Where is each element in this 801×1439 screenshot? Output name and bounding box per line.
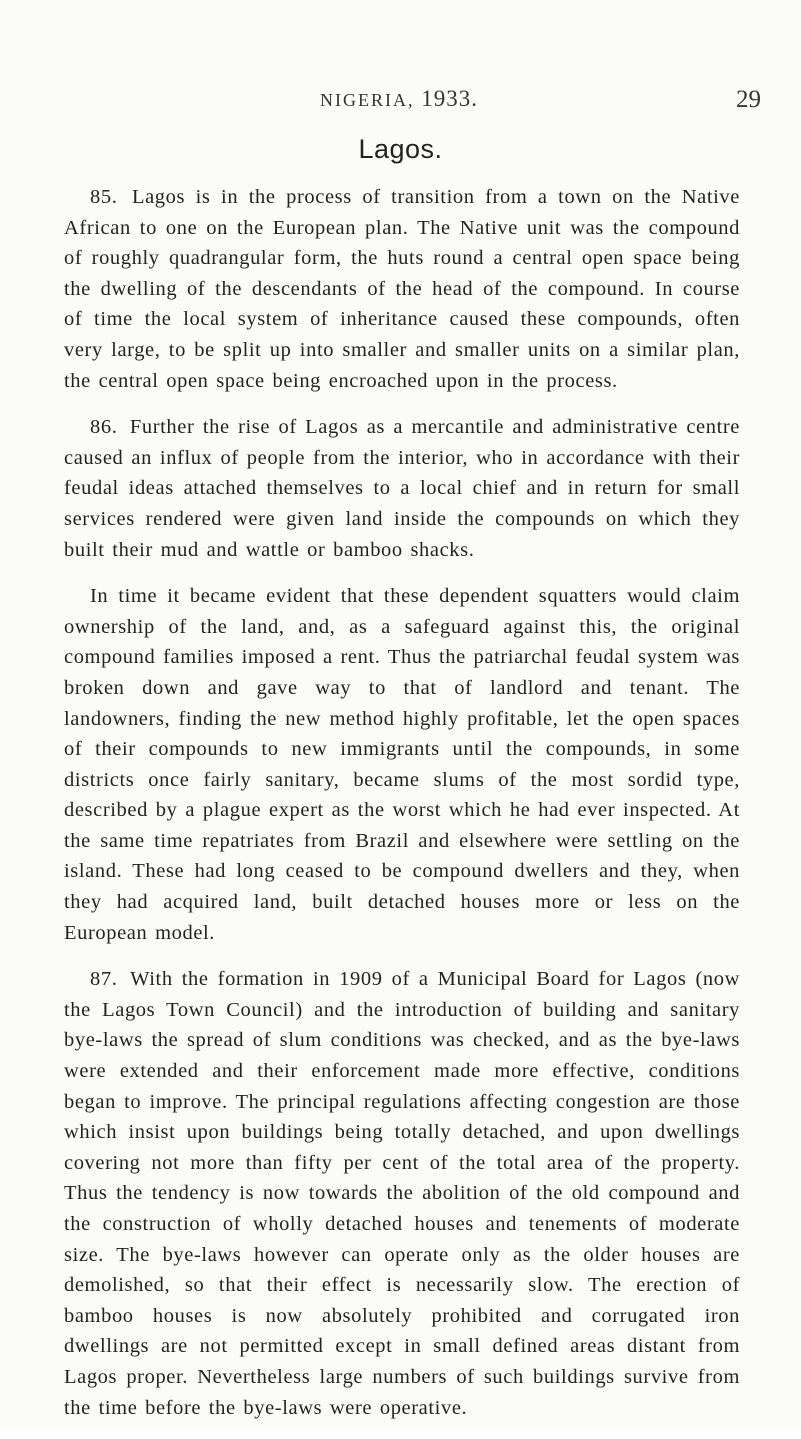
body-text [64, 182, 740, 1439]
paragraph-number: 86. [90, 416, 118, 439]
paragraph-number: 85. [90, 186, 118, 208]
paragraph-text: Further the rise of Lagos as a mercantile and administrative centre caused an influx of people from the interior, who in accordance with their feudal ideas attached themselves to a local chief and in return for small services rendered were given land inside the compounds on which they built their mud and wattle or bamboo shacks. [64, 416, 740, 561]
paragraph-87 [64, 964, 740, 1423]
running-title-country: NIGERIA, [320, 90, 415, 110]
page-number: 29 [736, 86, 761, 113]
paragraph-number: 87. [90, 968, 118, 991]
paragraph-85 [64, 182, 740, 396]
paragraph-text: In time it became evident that these dependent squatters would claim ownership of the land, and, as a safeguard against this, the original compound families imposed a rent. Thus the patriarchal feudal system was broken down and gave way to that of landlord and tenant. The landowners, finding the new method highly profitable, let the open spaces of their compounds to new immigrants until the compounds, in some districts once fairly sanitary, became slums of the most sordid type, described by a plague expert as the worst which he had ever inspected. At the same time repatriates from Brazil and elsewhere were settling on the island. These had long ceased to be compound dwellers and they, when they had acquired land, built detached houses more or less on the European model. [64, 585, 740, 944]
paragraph-86 [64, 412, 740, 565]
running-title [320, 86, 478, 112]
paragraph-text: With the formation in 1909 of a Municipal Board for Lagos (now the Lagos Town Council) and the introduction of building and sanitary bye-laws the spread of slum conditions was checked, and as the bye-laws were extended and their enforcement made more effective, conditions began to improve. The principal regulations affecting congestion are those which insist upon buildings being totally detached, and upon dwellings covering not more than fifty per cent of the total area of the property. Thus the tendency is now towards the abolition of the old compound and the construction of wholly detached houses and tenements of moderate size. The bye-laws however can operate only as the older houses are demolished, so that their effect is necessarily slow. The erection of bamboo houses is now absolutely prohibited and corrugated iron dwellings are not permitted except in small defined areas distant from Lagos proper. Nevertheless large numbers of such buildings survive from the time before the bye-laws were operative. [64, 968, 740, 1419]
running-title-year: 1933. [421, 86, 478, 111]
paragraph-text: Lagos is in the process of transition from a town on the Native African to one on the European plan. The Native unit was the compound of roughly quadrangular form, the huts round a central open space being the dwelling of the descendants of the head of the compound. In course of time the local system of inheritance caused these compounds, often very large, to be split up into smaller and smaller units on a similar plan, the central open space being encroached upon in the process. [64, 186, 740, 392]
paragraph-86-continued [64, 581, 740, 948]
running-head [0, 86, 801, 116]
section-title: Lagos. [358, 134, 443, 164]
